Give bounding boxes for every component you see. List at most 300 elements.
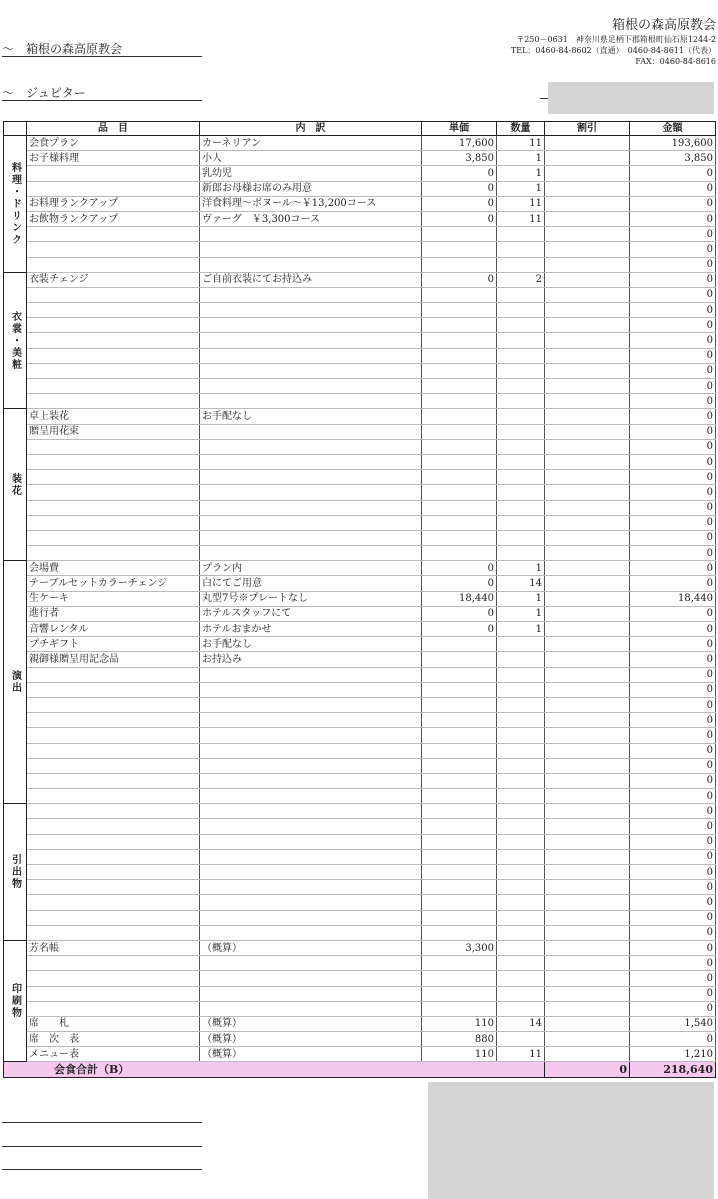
header-cell-price: 単価: [422, 122, 497, 136]
cell-item: 会食プラン: [27, 136, 200, 151]
cell-amount: 0: [630, 211, 716, 226]
cell-amount: 0: [630, 925, 716, 940]
cell-item: 音響レンタル: [27, 622, 200, 637]
cell-discount: [545, 227, 630, 242]
cell-qty: [497, 910, 545, 925]
table-row: [4, 940, 716, 955]
cell-discount: [545, 940, 630, 955]
cell-item: [27, 697, 200, 712]
cell-qty: 14: [497, 576, 545, 591]
cell-detail: [200, 849, 422, 864]
table-row: [4, 454, 716, 469]
cell-qty: 1: [497, 166, 545, 181]
cell-amount: 0: [630, 971, 716, 986]
cell-discount: [545, 637, 630, 652]
cell-price: 0: [422, 272, 497, 287]
table-row: [4, 622, 716, 637]
company-info: [511, 18, 716, 67]
cell-price: [422, 303, 497, 318]
cell-price: [422, 333, 497, 348]
table-row: [4, 211, 716, 226]
table-row: [4, 773, 716, 788]
cell-amount: 0: [630, 500, 716, 515]
cell-item: [27, 682, 200, 697]
table-row: [4, 196, 716, 211]
cell-discount: [545, 454, 630, 469]
cell-detail: プラン内: [200, 561, 422, 576]
cell-price: [422, 439, 497, 454]
cell-discount: [545, 546, 630, 561]
cell-amount: 0: [630, 515, 716, 530]
cell-qty: [497, 485, 545, 500]
cell-price: [422, 895, 497, 910]
table-row: [4, 789, 716, 804]
cell-item: [27, 287, 200, 302]
cell-amount: 1,210: [630, 1047, 716, 1062]
cell-discount: [545, 287, 630, 302]
cell-item: [27, 242, 200, 257]
cell-qty: [497, 895, 545, 910]
cell-qty: [497, 834, 545, 849]
table-row: [4, 728, 716, 743]
cell-discount: [545, 1001, 630, 1016]
cell-discount: [545, 971, 630, 986]
table-row: [4, 865, 716, 880]
cell-qty: [497, 227, 545, 242]
cell-qty: [497, 287, 545, 302]
cell-discount: [545, 865, 630, 880]
cell-amount: 0: [630, 166, 716, 181]
cell-price: [422, 758, 497, 773]
cell-price: [422, 834, 497, 849]
cell-amount: 0: [630, 348, 716, 363]
cell-price: [422, 348, 497, 363]
cell-amount: 0: [630, 1001, 716, 1016]
cell-price: [422, 728, 497, 743]
cell-discount: [545, 652, 630, 667]
table-row: [4, 424, 716, 439]
cell-qty: [497, 546, 545, 561]
total-discount: 0: [545, 1062, 630, 1077]
cell-qty: [497, 257, 545, 272]
table-row: [4, 637, 716, 652]
cell-item: お料理ランクアップ: [27, 196, 200, 211]
cell-discount: [545, 925, 630, 940]
cell-price: 3,850: [422, 151, 497, 166]
cell-price: [422, 849, 497, 864]
table-row: [4, 303, 716, 318]
cell-qty: [497, 986, 545, 1001]
cell-qty: [497, 758, 545, 773]
cell-price: 0: [422, 606, 497, 621]
cell-amount: 0: [630, 667, 716, 682]
cell-item: [27, 834, 200, 849]
cell-amount: 0: [630, 697, 716, 712]
cell-detail: [200, 910, 422, 925]
cell-amount: 0: [630, 363, 716, 378]
cell-amount: 0: [630, 287, 716, 302]
cell-discount: [545, 500, 630, 515]
table-row: [4, 606, 716, 621]
cell-detail: （概算）: [200, 1016, 422, 1031]
cell-detail: [200, 287, 422, 302]
cell-qty: [497, 804, 545, 819]
cell-detail: [200, 880, 422, 895]
cell-price: [422, 257, 497, 272]
cell-item: [27, 470, 200, 485]
cell-qty: 11: [497, 1047, 545, 1062]
cell-detail: [200, 303, 422, 318]
cell-amount: 0: [630, 986, 716, 1001]
cell-qty: [497, 515, 545, 530]
cell-item: [27, 728, 200, 743]
cell-price: [422, 470, 497, 485]
cell-discount: [545, 804, 630, 819]
cell-detail: 丸型7号※プレートなし: [200, 591, 422, 606]
cell-price: [422, 713, 497, 728]
cell-item: [27, 758, 200, 773]
cell-qty: [497, 713, 545, 728]
cell-amount: 0: [630, 804, 716, 819]
table-row: [4, 500, 716, 515]
cell-detail: （概算）: [200, 1047, 422, 1062]
cell-qty: [497, 789, 545, 804]
cell-discount: [545, 713, 630, 728]
cell-detail: お手配なし: [200, 637, 422, 652]
cell-item: 卓上装花: [27, 409, 200, 424]
cell-discount: [545, 728, 630, 743]
cell-discount: [545, 743, 630, 758]
table-row: [4, 1032, 716, 1047]
cell-detail: カーネリアン: [200, 136, 422, 151]
cell-detail: [200, 728, 422, 743]
cell-price: 0: [422, 181, 497, 196]
table-row: [4, 242, 716, 257]
section-category: 印刷物: [4, 940, 27, 1062]
table-row: [4, 333, 716, 348]
section-category: 引出物: [4, 804, 27, 941]
cell-amount: 0: [630, 713, 716, 728]
cell-item: 衣装チェンジ: [27, 272, 200, 287]
cell-detail: 乳幼児: [200, 166, 422, 181]
cell-qty: [497, 530, 545, 545]
company-address: 〒250－0631 神奈川県足柄下郡箱根町仙石原1244-2: [516, 35, 716, 44]
signature-line-1: [2, 1121, 202, 1123]
cell-detail: [200, 895, 422, 910]
cell-amount: 193,600: [630, 136, 716, 151]
cell-item: [27, 865, 200, 880]
cell-amount: 0: [630, 439, 716, 454]
cell-detail: ホテルおまかせ: [200, 622, 422, 637]
cell-amount: 3,850: [630, 151, 716, 166]
cell-item: [27, 743, 200, 758]
cell-item: [27, 181, 200, 196]
cell-qty: [497, 1001, 545, 1016]
cell-price: [422, 971, 497, 986]
stamp-box: [548, 82, 714, 114]
table-row: [4, 819, 716, 834]
cell-detail: [200, 865, 422, 880]
cell-item: [27, 227, 200, 242]
cell-item: テーブルセットカラーチェンジ: [27, 576, 200, 591]
cell-qty: [497, 500, 545, 515]
cell-price: [422, 287, 497, 302]
cell-detail: 新郎お母様お席のみ用意: [200, 181, 422, 196]
cell-item: [27, 546, 200, 561]
cell-price: [422, 394, 497, 409]
cell-qty: [497, 743, 545, 758]
cell-detail: [200, 515, 422, 530]
table-row: [4, 713, 716, 728]
cell-price: 0: [422, 196, 497, 211]
cell-item: [27, 530, 200, 545]
cell-qty: [497, 925, 545, 940]
cell-discount: [545, 485, 630, 500]
plan-name-line: [2, 84, 202, 101]
cell-price: [422, 363, 497, 378]
cell-item: [27, 986, 200, 1001]
table-row: [4, 971, 716, 986]
cell-detail: （概算）: [200, 940, 422, 955]
cell-amount: 0: [630, 834, 716, 849]
cell-price: [422, 697, 497, 712]
cell-amount: 0: [630, 454, 716, 469]
cell-amount: 0: [630, 470, 716, 485]
cell-price: 0: [422, 622, 497, 637]
cell-detail: [200, 546, 422, 561]
cell-qty: [497, 819, 545, 834]
table-row: [4, 348, 716, 363]
cell-item: [27, 667, 200, 682]
cell-detail: [200, 257, 422, 272]
table-header-row: [4, 122, 716, 136]
table-row: [4, 515, 716, 530]
cell-qty: [497, 348, 545, 363]
header-cell-amount: 金額: [630, 122, 716, 136]
cell-amount: 0: [630, 606, 716, 621]
cell-discount: [545, 470, 630, 485]
cell-discount: [545, 819, 630, 834]
cell-discount: [545, 363, 630, 378]
cell-discount: [545, 166, 630, 181]
cell-price: [422, 515, 497, 530]
cell-amount: 0: [630, 849, 716, 864]
cell-price: [422, 956, 497, 971]
estimate-table: [3, 121, 716, 1078]
cell-discount: [545, 591, 630, 606]
cell-qty: [497, 773, 545, 788]
cell-item: [27, 1001, 200, 1016]
table-row: [4, 956, 716, 971]
header-cell-detail: 内 訳: [200, 122, 422, 136]
cell-detail: [200, 227, 422, 242]
table-row: [4, 227, 716, 242]
cell-item: [27, 804, 200, 819]
cell-qty: [497, 667, 545, 682]
cell-detail: [200, 956, 422, 971]
table-row: [4, 880, 716, 895]
cell-qty: 11: [497, 196, 545, 211]
cell-qty: 1: [497, 591, 545, 606]
total-amount: 218,640: [630, 1062, 716, 1077]
table-row: [4, 743, 716, 758]
table-row: [4, 151, 716, 166]
cell-discount: [545, 1047, 630, 1062]
table-row: [4, 439, 716, 454]
cell-discount: [545, 576, 630, 591]
cell-qty: [497, 728, 545, 743]
cell-detail: [200, 667, 422, 682]
cell-detail: [200, 454, 422, 469]
cell-qty: [497, 363, 545, 378]
cell-qty: [497, 971, 545, 986]
table-row: [4, 394, 716, 409]
table-row: [4, 910, 716, 925]
cell-amount: 0: [630, 819, 716, 834]
table-row: [4, 1001, 716, 1016]
cell-price: [422, 242, 497, 257]
section-category: 装花: [4, 409, 27, 561]
cell-detail: お持込み: [200, 652, 422, 667]
cell-detail: [200, 424, 422, 439]
cell-price: [422, 789, 497, 804]
cell-item: [27, 303, 200, 318]
table-row: [4, 804, 716, 819]
cell-detail: [200, 333, 422, 348]
cell-discount: [545, 773, 630, 788]
cell-price: 0: [422, 166, 497, 181]
cell-qty: [497, 880, 545, 895]
cell-item: [27, 789, 200, 804]
cell-amount: 0: [630, 379, 716, 394]
cell-price: [422, 500, 497, 515]
cell-detail: [200, 470, 422, 485]
cell-discount: [545, 561, 630, 576]
cell-amount: 0: [630, 728, 716, 743]
table-row: [4, 1047, 716, 1062]
cell-qty: [497, 394, 545, 409]
cell-price: [422, 637, 497, 652]
cell-amount: 0: [630, 333, 716, 348]
table-row: [4, 166, 716, 181]
section-category: 料理・ドリンク: [4, 136, 27, 273]
cell-detail: [200, 743, 422, 758]
company-tel: TEL：0460-84-8602（直通） 0460-84-8611（代表）: [510, 46, 716, 55]
cell-item: 席 札: [27, 1016, 200, 1031]
header-cell-discount: 割引: [545, 122, 630, 136]
cell-qty: [497, 652, 545, 667]
cell-qty: [497, 379, 545, 394]
cell-detail: [200, 363, 422, 378]
cell-detail: 小人: [200, 151, 422, 166]
cell-amount: 0: [630, 956, 716, 971]
cell-item: [27, 379, 200, 394]
cell-amount: 0: [630, 940, 716, 955]
cell-price: [422, 227, 497, 242]
cell-item: 席 次 表: [27, 1032, 200, 1047]
cell-amount: 18,440: [630, 591, 716, 606]
total-label: 会食合計（B）: [4, 1062, 545, 1077]
cell-detail: [200, 682, 422, 697]
cell-discount: [545, 257, 630, 272]
table-row: [4, 576, 716, 591]
cell-detail: [200, 986, 422, 1001]
cell-qty: [497, 333, 545, 348]
cell-price: 110: [422, 1016, 497, 1031]
cell-qty: [497, 865, 545, 880]
cell-item: 芳名帳: [27, 940, 200, 955]
cell-qty: 1: [497, 181, 545, 196]
cell-qty: 11: [497, 211, 545, 226]
cell-qty: 1: [497, 606, 545, 621]
table-row: [4, 409, 716, 424]
cell-item: 親御様贈呈用記念品: [27, 652, 200, 667]
cell-amount: 0: [630, 303, 716, 318]
table-row: [4, 485, 716, 500]
table-row: [4, 682, 716, 697]
cell-detail: [200, 758, 422, 773]
cell-detail: [200, 318, 422, 333]
cell-item: [27, 439, 200, 454]
cell-detail: [200, 834, 422, 849]
customer-name: 〜 箱根の森高原教会: [2, 42, 123, 56]
cell-price: [422, 485, 497, 500]
cell-detail: [200, 1001, 422, 1016]
cell-qty: [497, 303, 545, 318]
cell-discount: [545, 910, 630, 925]
header-cell-category: [4, 122, 27, 136]
cell-discount: [545, 789, 630, 804]
table-row: [4, 834, 716, 849]
cell-item: [27, 713, 200, 728]
cell-price: [422, 773, 497, 788]
cell-qty: 1: [497, 561, 545, 576]
cell-discount: [545, 348, 630, 363]
cell-item: [27, 773, 200, 788]
table-row: [4, 379, 716, 394]
cell-amount: 0: [630, 910, 716, 925]
cell-discount: [545, 697, 630, 712]
cell-detail: 白にてご用意: [200, 576, 422, 591]
cell-discount: [545, 151, 630, 166]
cell-amount: 0: [630, 485, 716, 500]
cell-amount: 0: [630, 652, 716, 667]
cell-item: メニュー表: [27, 1047, 200, 1062]
cell-price: [422, 925, 497, 940]
cell-detail: ご自前衣装にてお持込み: [200, 272, 422, 287]
cell-discount: [545, 242, 630, 257]
cell-price: [422, 865, 497, 880]
cell-qty: [497, 1032, 545, 1047]
cell-discount: [545, 379, 630, 394]
stamp-line: [540, 98, 548, 99]
table-row: [4, 925, 716, 940]
cell-amount: 0: [630, 758, 716, 773]
cell-amount: 0: [630, 865, 716, 880]
cell-discount: [545, 272, 630, 287]
cell-amount: 0: [630, 257, 716, 272]
total-row: [4, 1062, 716, 1077]
table-row: [4, 257, 716, 272]
table-row: [4, 181, 716, 196]
section-category: 衣裳・美粧: [4, 272, 27, 409]
cell-amount: 0: [630, 181, 716, 196]
cell-item: [27, 394, 200, 409]
cell-price: 0: [422, 211, 497, 226]
header-cell-item: 品 目: [27, 122, 200, 136]
cell-item: [27, 333, 200, 348]
cell-item: 生ケーキ: [27, 591, 200, 606]
